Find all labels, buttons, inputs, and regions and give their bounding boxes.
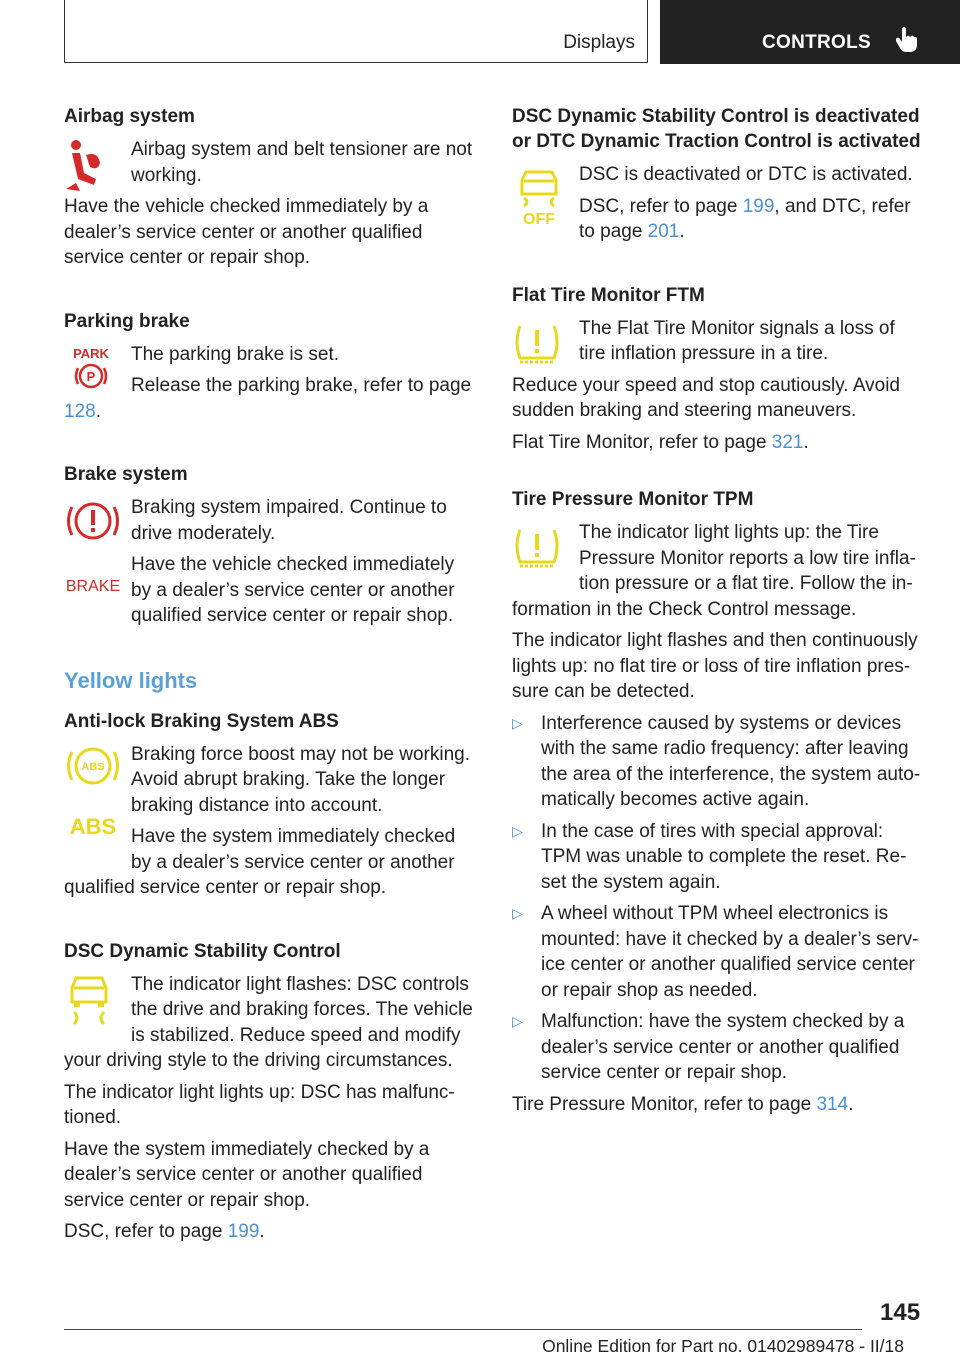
header-chapter-tab [660,0,960,64]
ftm-text-3: Flat Tire Monitor, refer to page 321. [512,431,809,453]
dsc-off-title: DSC Dynamic Stability Control is deactivated or DTC Dynamic Traction Control is activated [512,106,921,152]
tire-pressure-warning-icon [512,318,570,372]
parking-brake-section [64,309,476,431]
parking-brake-text-1: The parking brake is set. [131,343,340,365]
triangle-bullet-icon: ▷ [512,905,523,921]
ftm-section [512,283,924,456]
dsc-title: DSC Dynamic Stability Control [64,940,341,962]
pointing-hand-icon [896,26,918,52]
page-link-128[interactable]: 128 [64,400,96,422]
page-link-199[interactable]: 199 [227,1221,260,1242]
tpm-text-2: The indicator light flashes and then continuously lights up: no flat tire or loss of tire inflation pressure can be detected. [512,630,918,702]
tpm-text-1: The indicator light lights up: the Tire Pressure Monitor reports a low tire inflation pressure or a flat tire. Follow the information in the Check Control message. [512,522,916,620]
left-column [64,104,476,1277]
dsc-off-text-2: DSC, refer to page 199, and DTC, refer to page 201. [579,195,911,242]
list-item: ▷ A wheel without TPM wheel electronics is mounted: have it checked by a dealer’s service center or another qualified service center or repair shop as needed. [512,903,919,1001]
header-section-box [64,0,648,63]
triangle-bullet-icon: ▷ [512,714,523,731]
brake-system-title: Brake system [64,464,188,485]
brake-system-icon [64,497,122,617]
svg-text:ABS: ABS [81,760,105,773]
list-item: ▷ Malfunction: have the system checked by a dealer’s service center or another qualified service center or repair shop. [512,1011,905,1083]
dsc-text-4: DSC, refer to page 199. [64,1221,265,1242]
svg-text:ABS: ABS [69,813,117,839]
header-section-title: Displays [563,32,635,53]
airbag-warning-icon [64,139,122,193]
parking-brake-icon [64,344,122,398]
triangle-bullet-icon: ▷ [512,1013,523,1029]
airbag-text-2: Have the vehicle checked immediately by a dealer’s service center or another qualified service center or repair shop. [64,196,429,268]
page-link-199-b[interactable]: 199 [742,195,775,217]
page-number: 145 [880,1299,921,1326]
tpm-section [512,487,924,1117]
page-link-321[interactable]: 321 [771,431,804,453]
list-item: ▷ In the case of tires with special approval: TPM was unable to complete the reset. Reset the system again. [512,820,907,893]
dsc-off-section [512,104,924,251]
abs-title: Anti-lock Braking System ABS [64,710,339,732]
dsc-car-skid-icon [64,974,122,1028]
abs-text-1: Braking force boost may not be working. Avoid abrupt braking. Take the longer braking distance into account. [131,743,471,816]
list-item: ▷ Interference caused by systems or devices with the same radio frequency: after leaving the area of the interference, the system automatically becomes active again. [512,712,921,810]
page-link-201[interactable]: 201 [647,221,680,242]
page-link-314[interactable]: 314 [816,1093,849,1115]
right-column [512,104,924,1149]
airbag-title: Airbag system [64,106,195,127]
tire-pressure-monitor-icon [512,522,570,576]
parking-brake-text-2: Release the parking brake, refer to page 128. [64,375,472,422]
svg-text:BRAKE: BRAKE [65,578,121,595]
dsc-text-2: The indicator light lights up: DSC has malfunctioned. [64,1081,455,1128]
brake-system-section [64,462,476,635]
dsc-text-1: The indicator light flashes: DSC controls the drive and braking forces. The vehicle is stabilized. Reduce speed and modify your driving style to the driving circumstances. [64,973,473,1071]
airbag-section [64,104,476,277]
yellow-lights-heading: Yellow lights [64,667,198,693]
airbag-text-1: Airbag system and belt tensioner are not working. [131,139,473,186]
tpm-text-3: Tire Pressure Monitor, refer to page 314. [512,1093,854,1115]
triangle-bullet-icon: ▷ [512,822,523,839]
brake-system-text-2: Have the vehicle checked immediately by a dealer’s service center or another qualified service center or repair shop. [131,554,455,626]
dsc-off-text-1: DSC is deactivated or DTC is activated. [579,164,913,185]
svg-text:P: P [86,368,96,384]
tpm-title: Tire Pressure Monitor TPM [512,489,754,510]
brake-system-text-1: Braking system impaired. Continue to drive moderately. [131,497,447,544]
abs-warning-icon [64,744,122,854]
footer-edition: Online Edition for Part no. 01402989478 - II/18 [542,1336,904,1356]
parking-brake-title: Parking brake [64,310,190,332]
dsc-text-3: Have the system immediately checked by a dealer’s service center or another qualified service center or repair shop. [64,1138,430,1211]
svg-text:OFF: OFF [523,211,555,228]
footer-divider [64,1329,862,1330]
ftm-text-2: Reduce your speed and stop cautiously. Avoid sudden braking and steering maneuvers. [512,374,900,421]
tpm-bullet-list [512,711,924,1086]
dsc-section [64,939,476,1245]
svg-text:PARK: PARK [73,345,109,361]
dsc-off-icon [512,164,570,230]
header-chapter-title: CONTROLS [762,32,872,53]
ftm-title: Flat Tire Monitor FTM [512,284,705,306]
ftm-text-1: The Flat Tire Monitor signals a loss of tire inflation pressure in a tire. [579,317,895,364]
abs-text-2: Have the system immediately checked by a dealer’s service center or another qualified service center or repair shop. [64,826,456,898]
abs-section [64,709,476,907]
